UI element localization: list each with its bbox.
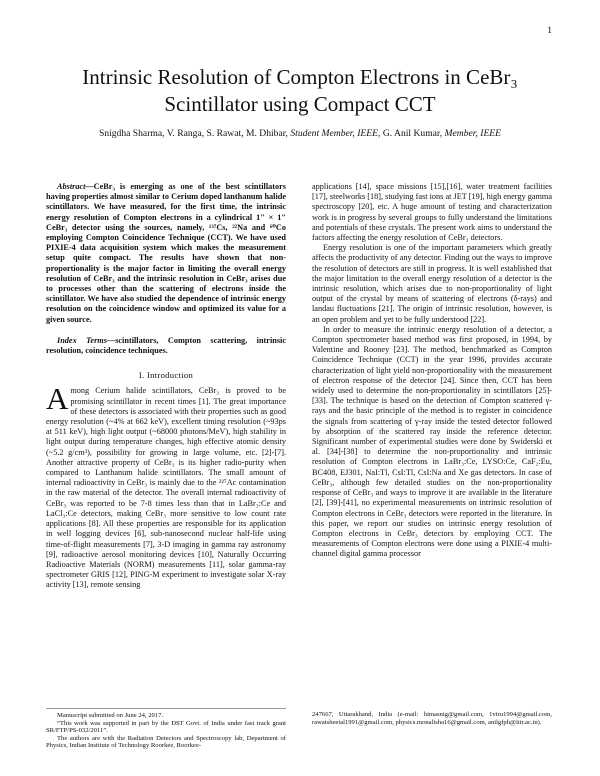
intro-text: mong Cerium halide scintillators, CeBr₃ is proved to be promising scintillator in recent times [1]. The great importance of these detectors is associated with their properties such as good energy resolution (~4% at 662 keV), excellent timing resolution (~93ps at 511 keV), high light output (~68000 photons/MeV), high stability in light output during temperature changes, high effective atomic density (~5.2 g/cm³), possibility for growing in large volume, etc. [2]-[7]. Another attractive property of CeBr₃ is its higher radio-purity when compared to Lanthanum halide scintillators. The small amount of internal radioactivity in CeBr₃ is mainly due to the ²²⁷Ac contamination in the raw material of the detector. The overall internal radioactivity of CeBr₃ was reported to be 7-8 times less than that in LaBr₃:Ce and LaCl₃:Ce detectors, making CeBr₃ more sensitive to low count rate applications [8]. All these properties are responsible for its application in well logging devices [6], sub-nanosecond nuclear half-life using time-of-flight measurements [7], 3-D imaging in gamma ray astronomy [9], radioactive aerosol monitoring devices [10], Naturally Occurring Radioactive Materials (NORM) measurements [11], solar gamma-ray spectrometer GRIS [12], PING-M experiment to investigate solar X-ray activity [13], remote sensing — [46, 386, 286, 590]
abstract-lead: Abstract— — [57, 182, 94, 191]
abstract — [46, 182, 286, 325]
footnote-left — [46, 708, 286, 750]
right-column — [312, 182, 552, 560]
paper-title: Intrinsic Resolution of Compton Electrons in CeBr₃ Scintillator using Compact CCT — [82, 65, 518, 116]
page-number: 1 — [547, 26, 552, 36]
footnote-affiliation: The authors are with the Radiation Detectors and Spectroscopy lab, Department of Physics, Indian Institute of Technology Roorkee, Roorkee- — [46, 734, 286, 750]
right-paragraph-3: In order to measure the intrinsic energy resolution of a detector, a Compton spectrometer based method was first proposed, in 1994, by Valentine and Rooney [23]. The method, benchmarked as Compton Coincidence Technique (CCT) in the year 1996, provides accurate characterization of light yield non-proportionality with the measurement of electron response of the detector [24]. Since then, CCT has been widely used to determine the non-proportionality in scintillators [25]-[33]. The technique is based on the detection of Compton scattered γ-rays and the basic principle of the method is to register in coincidence the signals from scattering of γ-ray inside the tested detector followed by absorption of the scattered ray inside the reference detector. Significant number of experimental studies were done by Swiderski et al. [34]-[38] to determine the non-proportionality and intrinsic resolution of Compton electrons in LaBr₃:Ce, LYSO:Ce, CaF₂:Eu, BC408, EJ301, NaI:Tl, CsI:Tl, CsI:Na and Xe gas detectors. In case of CeBr₃, although few detailed studies on the non-proportionality response of CeBr₃ and ways to improve it are available in the literature [2], [39]-[41], no experimental measurements on intrinsic resolution of Compton electrons in CeBr₃ detectors were reported in the literature. In this paper, we report our studies on intrinsic energy resolution of Compton electrons in CeBr₃ detectors by employing CCT. The measurements of Compton electrons were done using a PIXIE-4 multi-channel digital gamma processor — [312, 324, 552, 559]
author-list — [70, 128, 530, 141]
footnote-submitted: Manuscript submitted on June 24, 2017. — [57, 712, 164, 719]
index-terms-lead: Index Terms— — [57, 335, 116, 345]
footnote-right — [312, 711, 552, 726]
intro-paragraph — [46, 381, 286, 590]
footnote-funding: “This work was supported in part by the DST Govt. of India under fast track grant SR/FTP/PS-032/2011”. — [46, 719, 286, 735]
author-name-2: G. Anil Kumar, — [382, 128, 443, 139]
author-affiliation-2: Member, IEEE — [444, 128, 502, 139]
index-terms-text: scintillators, Compton scattering, intrinsic resolution, coincidence techniques. — [46, 335, 287, 356]
index-terms — [46, 336, 286, 356]
abstract-text: CeBr₃ is emerging as one of the best scintillators having properties almost similar to Cerium doped lanthanum halide scintillators. We have measured, for the first time, the intrinsic energy resolution of Compton electrons in a cylindrical 1" × 1" CeBr₃ detector using the sources, namely, ¹³⁷Cs, ²²Na and ⁶⁰Co employing Compton Coincidence Technique (CCT). We have used PIXIE-4 data acquisition system which makes the measurement setup quite compact. The results have shown that non-proportionality is the major factor in limiting the overall energy resolution of CeBr₃ and the intrinsic resolution in CeBr₃ arises due to processes other than the scattering of electrons inside the scintillator. We have also studied the dependence of intrinsic energy resolution on the coincidence window and optimized its value for a given source. — [46, 182, 286, 324]
left-column — [46, 182, 286, 591]
section-heading: I. Introduction — [138, 370, 194, 381]
footnote-contact: 247667, Uttarakhand, India (e-mail: himasnig@gmail.com, 1viru1994@gmail.com, rawatsheetal1991@gmail.com, physics.monalisha16@gmail.com, anilgfph@iitr.ac.in). — [312, 711, 552, 726]
author-names: Snigdha Sharma, V. Ranga, S. Rawat, M. Dhibar, — [98, 128, 288, 139]
right-paragraph-2: Energy resolution is one of the important parameters which greatly affects the productivity of any detector. Finding out the ways to improve the resolution of detectors are still in progress. It is well established that the major limitation to the overall energy resolution of a detector is the intrinsic resolution, which arises due to non-proportionality of light output of the crystal by means of scattering of electrons (δ-rays) and landau fluctuations [21]. The origin of intrinsic resolution, however, is an open problem and yet to be fully understood [22]. — [312, 243, 552, 324]
drop-cap: A — [46, 381, 69, 417]
right-paragraph-1: applications [14], space missions [15],[16], water treatment facilities [17], steelworks [18], studying fast ions at JET [19], high energy gamma spectroscopy [20], etc. A huge amount of testing and characterization work is in progress by several groups to fully understand the limitations and potentials of these crystals. The present work aims to understand the factors affecting the energy resolution of CeBr₃ detectors. — [312, 182, 552, 243]
author-affiliation-1: Student Member, IEEE, — [290, 128, 381, 139]
